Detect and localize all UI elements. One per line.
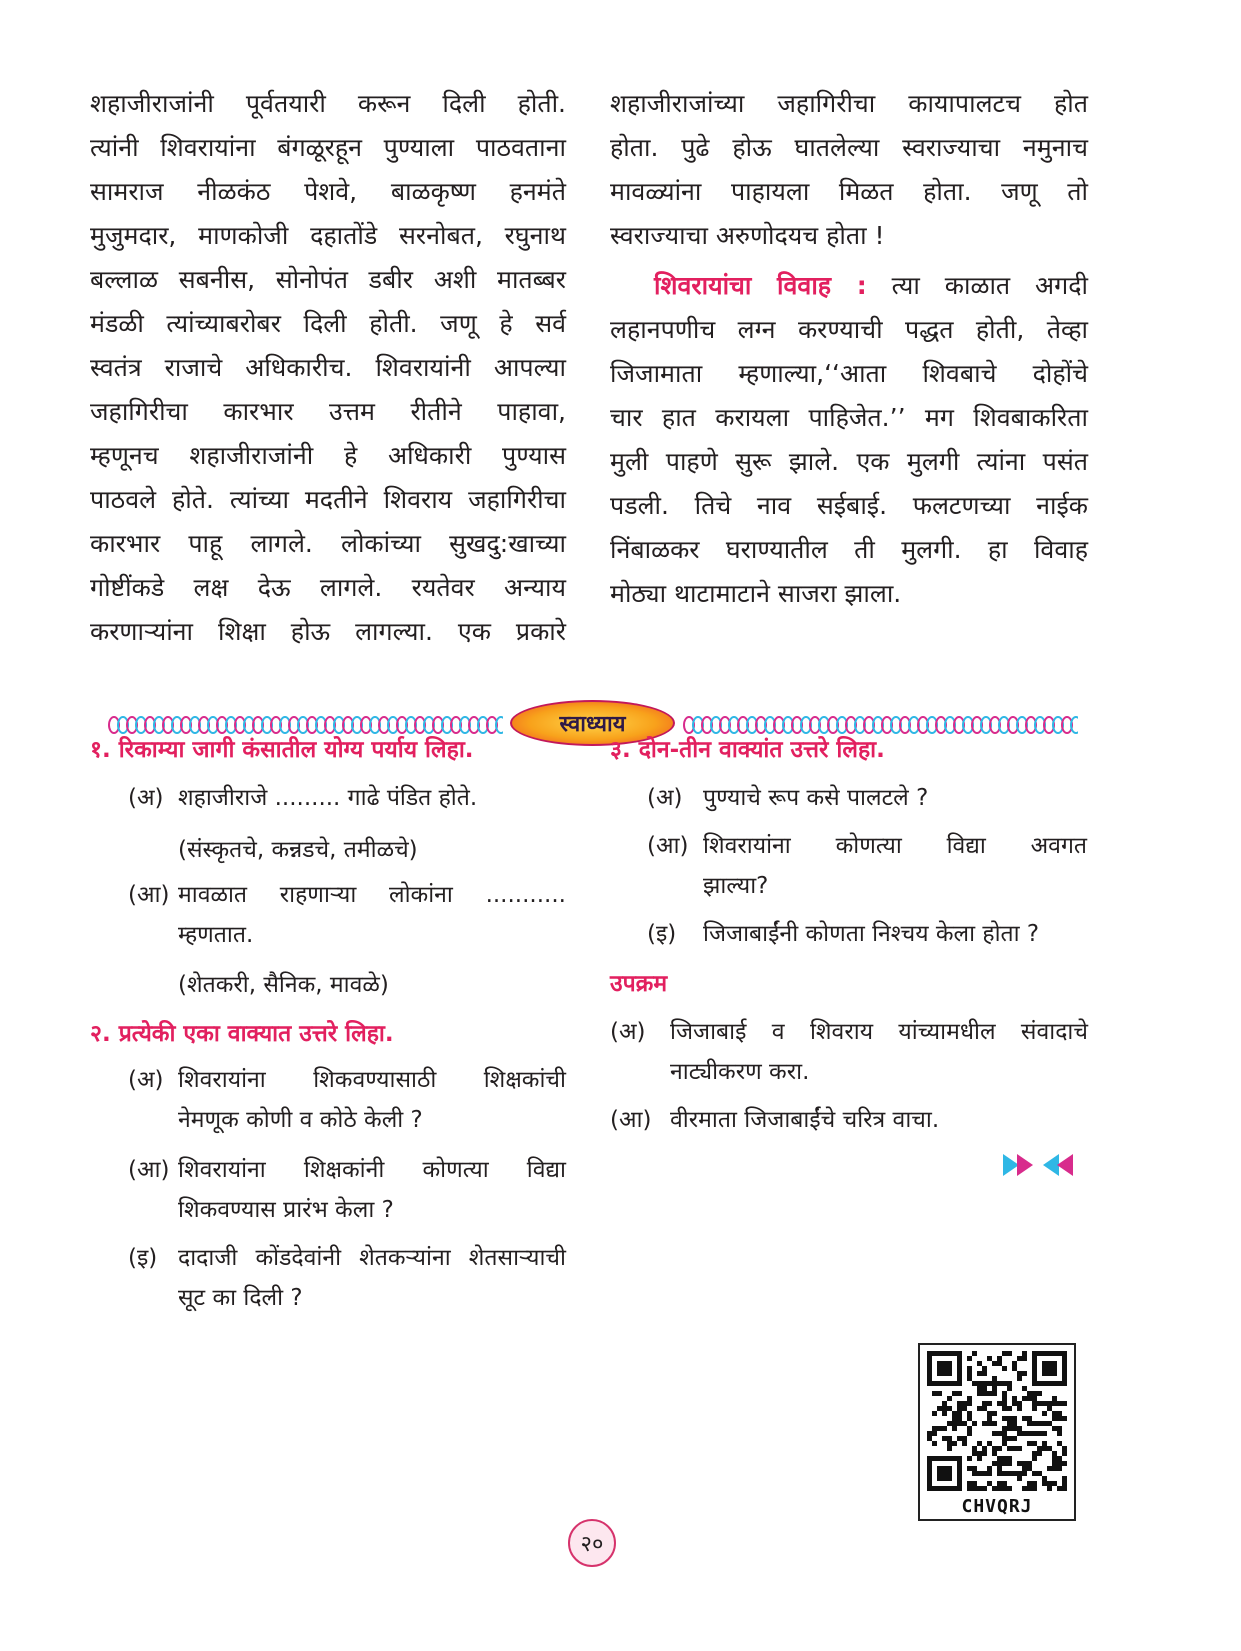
q1-aa-options: (शेतकरी, सैनिक, मावळे) xyxy=(178,972,389,998)
item-text: जिजाबाईंनी कोणता निश्चय केला होता ? xyxy=(703,921,1040,947)
q2-heading: २. प्रत्येकी एका वाक्यात उत्तरे लिहा. xyxy=(90,1021,394,1047)
right-paragraph xyxy=(610,82,1088,258)
vivah-paragraph xyxy=(610,264,1088,616)
text-line: स्वराज्याचा अरुणोदयच होता ! xyxy=(610,221,885,250)
item-label: (अ) xyxy=(610,1019,646,1045)
text-line: झाल्या? xyxy=(703,873,769,899)
text-line: मावळात राहणाऱ्या लोकांना ........... xyxy=(178,882,566,908)
text-line: स्वतंत्र राजाचे अधिकारीच. शिवरायांनी आपल्या xyxy=(90,353,566,382)
item-text xyxy=(703,826,1087,906)
text-line: दादाजी कोंडदेवांनी शेतकऱ्यांना शेतसाऱ्याची xyxy=(178,1245,566,1271)
text-line: म्हणूनच शहाजीराजांनी हे अधिकारी पुण्यास xyxy=(90,441,566,470)
item-label: (आ) xyxy=(128,1157,170,1183)
item-text xyxy=(178,875,566,955)
swadhyay-label: स्वाध्याय xyxy=(559,712,626,737)
text-line: म्हणतात. xyxy=(178,922,254,948)
text-line: मोठ्या थाटामाटाने साजरा झाला. xyxy=(610,579,902,608)
item-text xyxy=(178,1060,566,1140)
text-line: बल्लाळ सबनीस, सोनोपंत डबीर अशी मातब्बर xyxy=(90,265,566,294)
chain-ring xyxy=(495,716,503,734)
text-line: मंडळी त्यांच्याबरोबर दिली होती. जणू हे सर्व xyxy=(90,309,566,338)
page-number-text: २० xyxy=(580,1532,604,1557)
text-line: मावळ्यांना पाहायला मिळत होता. जणू तो xyxy=(610,177,1088,206)
q1-heading: १. रिकाम्या जागी कंसातील योग्य पर्याय लिहा. xyxy=(90,737,474,763)
text-line: होता. पुढे होऊ घातलेल्या स्वराज्याचा नमुनाच xyxy=(610,133,1088,162)
text-line: सूट का दिली ? xyxy=(178,1285,303,1311)
item-text xyxy=(178,1150,566,1230)
left-column xyxy=(90,82,566,654)
q2-item-aa xyxy=(128,1150,566,1230)
right-column xyxy=(610,82,1088,616)
q1-a-options: (संस्कृतचे, कन्नडचे, तमीळचे) xyxy=(178,837,418,863)
qr-caption: CHVQRJ xyxy=(961,1496,1033,1517)
vivah-first-line xyxy=(610,264,1088,308)
text-line: करणाऱ्यांना शिक्षा होऊ लागल्या. एक प्रकारे xyxy=(90,617,566,646)
text-line: जहागिरीचा कारभार उत्तम रीतीने पाहावा, xyxy=(90,397,566,426)
text-line: मुजुमदार, माणकोजी दहातोंडे सरनोबत, रघुनाथ xyxy=(90,221,566,250)
q3-item-a xyxy=(647,778,1087,818)
text-line: त्यांनी शिवरायांना बंगळूरहून पुण्याला पाठवताना xyxy=(90,133,566,162)
q3-item-aa xyxy=(647,826,1087,906)
item-text xyxy=(178,1238,566,1318)
q2-item-a xyxy=(128,1060,566,1140)
item-label: (अ) xyxy=(128,785,164,811)
qr-code xyxy=(918,1343,1076,1521)
item-label: (इ) xyxy=(647,921,677,947)
q1-item-a xyxy=(128,778,566,818)
item-label: (इ) xyxy=(128,1245,158,1271)
text-line: शहाजीराजांच्या जहागिरीचा कायापालटच होत xyxy=(610,89,1088,118)
vivah-heading: शिवरायांचा विवाह : xyxy=(654,271,867,300)
decorative-arrows-icon xyxy=(1003,1152,1073,1178)
text-line: चार हात करायला पाहिजेत.’’ मग शिवबाकरिता xyxy=(610,403,1088,432)
q1-item-aa xyxy=(128,875,566,955)
page-number xyxy=(568,1519,616,1567)
text-line: शिवरायांना शिक्षकांनी कोणत्या विद्या xyxy=(178,1157,566,1183)
text-line: पडली. तिचे नाव सईबाई. फलटणच्या नाईक xyxy=(610,491,1088,520)
text-line: गोष्टींकडे लक्ष देऊ लागले. रयतेवर अन्याय xyxy=(90,573,566,602)
chain-ring xyxy=(1070,716,1078,734)
qr-code-icon xyxy=(927,1351,1067,1491)
item-label: (आ) xyxy=(610,1107,652,1133)
vivah-first-line-text: त्या काळात अगदी xyxy=(891,271,1088,300)
upakram-heading: उपक्रम xyxy=(610,971,668,997)
item-text: पुण्याचे रूप कसे पालटले ? xyxy=(703,785,929,811)
item-label: (अ) xyxy=(647,785,683,811)
text-line: सामराज नीळकंठ पेशवे, बाळकृष्ण हनमंते xyxy=(90,177,566,206)
text-line: जिजाबाई व शिवराय यांच्यामधील संवादाचे xyxy=(670,1019,1088,1045)
text-line: शिवरायांना शिकवण्यासाठी शिक्षकांची xyxy=(178,1067,566,1093)
text-line: जिजामाता म्हणाल्या,‘‘आता शिवबाचे दोहोंचे xyxy=(610,359,1088,388)
item-label: (आ) xyxy=(647,833,689,859)
q3-heading: ३. दोन-तीन वाक्यांत उत्तरे लिहा. xyxy=(610,737,885,763)
item-text: शहाजीराजे ......... गाढे पंडित होते. xyxy=(178,785,478,811)
left-paragraph xyxy=(90,82,566,654)
q2-item-i xyxy=(128,1238,566,1318)
item-text xyxy=(670,1012,1088,1092)
item-label: (अ) xyxy=(128,1067,164,1093)
text-line: शिकवण्यास प्रारंभ केला ? xyxy=(178,1197,394,1223)
text-line: मुली पाहणे सुरू झाले. एक मुलगी त्यांना पसंत xyxy=(610,447,1088,476)
q3-item-i xyxy=(647,914,1087,954)
text-line: नेमणूक कोणी व कोठे केली ? xyxy=(178,1107,423,1133)
item-label: (आ) xyxy=(128,882,170,908)
upakram-item-a xyxy=(610,1012,1088,1092)
text-line: शहाजीराजांनी पूर्वतयारी करून दिली होती. xyxy=(90,89,566,118)
text-line: नाट्यीकरण करा. xyxy=(670,1059,810,1085)
text-line: शिवरायांना कोणत्या विद्या अवगत xyxy=(703,833,1087,859)
text-line: पाठवले होते. त्यांच्या मदतीने शिवराय जहागिरीचा xyxy=(90,485,566,514)
item-text: वीरमाता जिजाबाईंचे चरित्र वाचा. xyxy=(670,1107,940,1133)
text-line: लहानपणीच लग्न करण्याची पद्धत होती, तेव्हा xyxy=(610,315,1088,344)
text-line: कारभार पाहू लागले. लोकांच्या सुखदु:खाच्या xyxy=(90,529,566,558)
upakram-item-aa xyxy=(610,1100,1088,1140)
text-line: निंबाळकर घराण्यातील ती मुलगी. हा विवाह xyxy=(610,535,1088,564)
